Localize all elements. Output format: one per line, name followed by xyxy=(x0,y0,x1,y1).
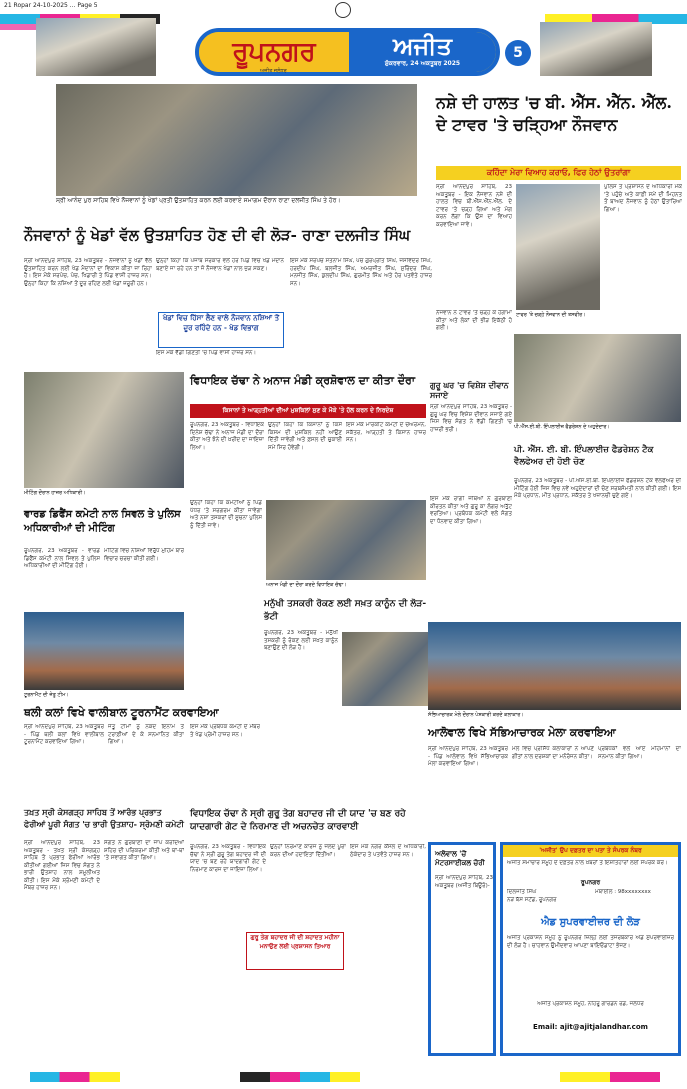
drug-headline: ਮਨੁੱਖੀ ਤਸਕਰੀ ਰੋਕਣ ਲਈ ਸਖ਼ਤ ਕਾਨੂੰਨ ਦੀ ਲੋੜ- ਭੱਟੀ xyxy=(264,599,427,622)
tower-caption: ਟਾਵਰ 'ਤੇ ਚੜ੍ਹੇ ਨੌਜਵਾਨ ਦੀ ਤਸਵੀਰ। xyxy=(516,312,586,318)
meeting-caption: ਮੀਟਿੰਗ ਦੌਰਾਨ ਹਾਜ਼ਰ ਅਧਿਕਾਰੀ। xyxy=(24,490,86,496)
lead-body-col-3: ਇਸ ਮੌਕੇ ਸਰਪੰਚ ਸਤਨਾਮ ਸਿੰਘ, ਪੰਚ ਗੁਰਪ੍ਰੀਤ ਸਿੰਘ, ਜਸਵਿੰਦਰ ਸਿੰਘ, ਹਰਦੀਪ ਸਿੰਘ, ਬਲਜੀਤ ਸਿੰਘ, ਅਮਰਜੀਤ ਸਿੰਘ, ਸੁਰਿੰਦਰ ਸਿੰਘ, ਮਨਜੀਤ ਸਿੰਘ, ਕੁਲਦੀਪ ਸਿੰਘ, ਗੁਰਮੀਤ ਸਿੰਘ ਅਤੇ ਹੋਰ ਪਤਵੰਤੇ ਹਾਜ਼ਰ ਸਨ। xyxy=(290,258,432,287)
ad-email: Email: ajit@ajitjalandhar.com xyxy=(533,1023,648,1031)
gate-body-col-2: ਉਨ੍ਹਾਂ ਨਿਰਮਾਣ ਕਾਰਜ ਨੂੰ ਜਲਦ ਪੂਰਾ ਕਰਨ ਦੀਆਂ ਹਦਾਇਤਾਂ ਦਿੱਤੀਆਂ। xyxy=(270,844,346,858)
culture-body-col-2: ਮੇਲੇ ਵਿਚ ਪ੍ਰਸਿੱਧ ਕਲਾਕਾਰਾਂ ਨੇ ਆਪਣੇ ਗੀਤਾਂ ਨਾਲ ਦਰਸ਼ਕਾਂ ਦਾ ਮਨੋਰੰਜਨ ਕੀਤਾ। xyxy=(512,746,594,760)
tower-subhead: ਕਹਿੰਦਾ ਮੇਰਾ ਵਿਆਹ ਕਰਾਓ, ਫਿਰ ਹੇਠਾਂ ਉਤਰਾਂਗਾ xyxy=(436,166,681,180)
ad-intro: ਅਜੀਤ ਸਮਾਚਾਰ ਸਮੂਹ ਦੇ ਦਫ਼ਤਰ ਨਾਲ ਖ਼ਬਰਾਂ ਤੇ ਇਸ਼ਤਿਹਾਰਾਂ ਲਈ ਸੰਪਰਕ ਕਰੋ। xyxy=(507,860,668,866)
culture-caption: ਸੱਭਿਆਚਾਰਕ ਮੇਲੇ ਦੌਰਾਨ ਪੇਸ਼ਕਾਰੀ ਕਰਦੇ ਕਲਾਕਾਰ। xyxy=(428,712,524,718)
masthead xyxy=(195,28,500,76)
ad-box xyxy=(500,842,681,1056)
page-number: 5 xyxy=(505,40,531,66)
mandi-body-col-3: ਇਸ ਮੌਕੇ ਮਾਰਕੀਟ ਕਮੇਟੀ ਦੇ ਚੇਅਰਮੈਨ, ਸਕੱਤਰ, ਆੜ੍ਹਤੀ ਤੇ ਕਿਸਾਨ ਹਾਜ਼ਰ ਸਨ। xyxy=(346,422,426,443)
pseb-body: ਰੂਪਨਗਰ, 23 ਅਕਤੂਬਰ - ਪੀ.ਐੱਸ.ਈ.ਬੀ. ਇੰਪਲਾਈਜ਼ ਫੈਡਰੇਸ਼ਨ ਟੈਕ ਵੈਲਫੇਅਰ ਦੀ ਮੀਟਿੰਗ ਹੋਈ ਜਿਸ ਵਿਚ ਨਵੇਂ ਅਹੁਦੇਦਾਰਾਂ ਦੀ ਚੋਣ ਸਰਬਸੰਮਤੀ ਨਾਲ ਕੀਤੀ ਗਈ। ਇਸ ਮੌਕੇ ਪ੍ਰਧਾਨ, ਮੀਤ ਪ੍ਰਧਾਨ, ਸਕੱਤਰ ਤੇ ਖਜ਼ਾਨਚੀ ਚੁਣੇ ਗਏ। xyxy=(514,478,681,499)
theft-title: ਅਲੋਵਾਲ 'ਚੋਂ ਮੋਟਰਸਾਈਕਲ ਚੋਰੀ xyxy=(435,849,485,867)
volley-body-col-2: ਜੇਤੂ ਟੀਮਾਂ ਨੂੰ ਨਕਦ ਇਨਾਮ ਤੇ ਟਰਾਫ਼ੀਆਂ ਦੇ ਕੇ ਸਨਮਾਨਿਤ ਕੀਤਾ ਗਿਆ। xyxy=(108,724,184,745)
prabhat-body-col-1: ਸ੍ਰੀ ਆਨੰਦਪੁਰ ਸਾਹਿਬ, 23 ਅਕਤੂਬਰ - ਤਖ਼ਤ ਸ੍ਰੀ ਕੇਸਗੜ੍ਹ ਸਾਹਿਬ ਤੋਂ ਪ੍ਰਭਾਤ ਫੇਰੀਆਂ ਆਰੰਭ ਕੀਤੀਆਂ ਗਈਆਂ ਜਿਸ ਵਿਚ ਸੰਗਤ ਨੇ ਭਾਰੀ ਉਤਸ਼ਾਹ ਨਾਲ ਸ਼ਮੂਲੀਅਤ ਕੀਤੀ। ਇਸ ਮੌਕੇ ਸ਼੍ਰੋਮਣੀ ਕਮੇਟੀ ਦੇ ਮੈਂਬਰ ਹਾਜ਼ਰ ਸਨ। xyxy=(24,840,100,891)
prabhat-headline: ਤਖ਼ਤ ਸ੍ਰੀ ਕੇਸਗੜ੍ਹ ਸਾਹਿਬ ਤੋਂ ਆਰੰਭ ਪ੍ਰਭਾਤ ਫੇਰੀਆਂ ਪੂਰੀ ਸੰਗਤ 'ਚ ਭਾਰੀ ਉਤਸ਼ਾਹ- ਸ੍ਰੋਮਣੀ ਕਮੇਟੀ xyxy=(24,807,184,829)
volley-body-col-1: ਸ੍ਰੀ ਆਨੰਦਪੁਰ ਸਾਹਿਬ, 23 ਅਕਤੂਬਰ - ਪਿੰਡ ਥਲੀ ਕਲਾਂ ਵਿਖੇ ਵਾਲੀਬਾਲ ਟੂਰਨਾਮੈਂਟ ਕਰਵਾਇਆ ਗਿਆ। xyxy=(24,724,104,745)
ad-left1: ਦਿਲਜੀਤ ਸਿੰਘ xyxy=(507,889,537,895)
print-slug: 21 Ropar 24-10-2025 ... Page 5 xyxy=(4,2,98,9)
gurudwara-head: ਗੁਰੂ ਘਰ 'ਚ ਵਿਸ਼ੇਸ਼ ਦੀਵਾਨ ਸਜਾਏ xyxy=(430,380,509,400)
lead-body-col-1: ਸ੍ਰੀ ਆਨੰਦਪੁਰ ਸਾਹਿਬ, 23 ਅਕਤੂਬਰ - ਨੌਜਵਾਨਾਂ ਨੂੰ ਖੇਡਾਂ ਵੱਲ ਉਤਸ਼ਾਹਿਤ ਕਰਨ ਲਈ ਖੇਡ ਮੈਦਾਨਾਂ ਦਾ ਵਿਕਾਸ ਕੀਤਾ ਜਾ ਰਿਹਾ ਹੈ। ਇਸ ਮੌਕੇ ਸਰਪੰਚ, ਪੰਚ, ਖਿਡਾਰੀ ਤੇ ਪਿੰਡ ਵਾਸੀ ਹਾਜ਼ਰ ਸਨ। ਉਨ੍ਹਾਂ ਕਿਹਾ ਕਿ ਨਸ਼ਿਆਂ ਤੋਂ ਦੂਰ ਰਹਿਣ ਲਈ ਖੇਡਾਂ ਜ਼ਰੂਰੀ ਹਨ। xyxy=(24,258,152,287)
ward-body-col-2: ਮੀਟਿੰਗ ਵਿਚ ਨਸ਼ਿਆਂ ਵਿਰੁੱਧ ਮੁਹਿੰਮ ਬਾਰੇ ਵਿਚਾਰ ਚਰਚਾ ਕੀਤੀ ਗਈ। xyxy=(104,548,184,562)
ad-contact: ਅਜੀਤ ਪ੍ਰਕਾਸ਼ਨ ਸਮੂਹ, ਨਹਿਰੂ ਗਾਰਡਨ ਰੋਡ, ਜਲੰਧਰ xyxy=(537,1001,644,1007)
registration-mark xyxy=(335,2,351,18)
tower-headline: ਨਸ਼ੇ ਦੀ ਹਾਲਤ 'ਚ ਬੀ. ਐੱਸ. ਐੱਨ. ਐੱਲ. ਦੇ ਟਾਵਰ 'ਤੇ ਚੜ੍ਹਿਆ ਨੌਜਵਾਨ xyxy=(436,93,672,134)
gurudwara-body: ਸ੍ਰੀ ਆਨੰਦਪੁਰ ਸਾਹਿਬ, 23 ਅਕਤੂਬਰ - ਗੁਰੂ ਘਰ ਵਿਚ ਵਿਸ਼ੇਸ਼ ਦੀਵਾਨ ਸਜਾਏ ਗਏ ਜਿਸ ਵਿਚ ਸੰਗਤ ਨੇ ਵੱਡੀ ਗਿਣਤੀ 'ਚ ਹਾਜ਼ਰੀ ਭਰੀ। xyxy=(430,404,512,433)
ad-body: ਅਜੀਤ ਪ੍ਰਕਾਸ਼ਨ ਸਮੂਹ ਨੂੰ ਰੂਪਨਗਰ ਜ਼ਿਲ੍ਹੇ ਲਈ ਤਜਰਬੇਕਾਰ ਐਡ ਸੁਪਰਵਾਈਜ਼ਰ ਦੀ ਲੋੜ ਹੈ। ਚਾਹਵਾਨ ਉਮੀਦਵਾਰ ਆਪਣਾ ਬਾਇਓਡਾਟਾ ਭੇਜਣ। xyxy=(507,935,674,949)
color-bar-bottom xyxy=(240,1072,360,1082)
tower-body-col-1b: ਨੌਜਵਾਨ ਨੇ ਟਾਵਰ 'ਤੇ ਚੜ੍ਹ ਕੇ ਹੰਗਾਮਾ ਕੀਤਾ ਅਤੇ ਲੋਕਾਂ ਦੀ ਭੀੜ ਇਕੱਠੀ ਹੋ ਗਈ। xyxy=(436,310,512,331)
prabhat-body-col-2: ਸੰਗਤ ਨੇ ਗੁਰਬਾਣੀ ਦਾ ਜਾਪ ਕਰਦਿਆਂ ਸ਼ਹਿਰ ਦੀ ਪਰਿਕਰਮਾ ਕੀਤੀ ਅਤੇ ਥਾਂ-ਥਾਂ 'ਤੇ ਸਵਾਗਤ ਕੀਤਾ ਗਿਆ। xyxy=(104,840,184,861)
pseb-photo xyxy=(514,334,681,422)
lead-photo-caption: ਸ੍ਰੀ ਆਨੰਦ ਪੁਰ ਸਾਹਿਬ ਵਿਖੇ ਨੌਜਵਾਨਾਂ ਨੂੰ ਖੇਡਾਂ ਪ੍ਰਤੀ ਉਤਸ਼ਾਹਿਤ ਕਰਨ ਲਈ ਕਰਵਾਏ ਸਮਾਗਮ ਦੌਰਾਨ ਰਾਣਾ ਦਲਜੀਤ ਸਿੰਘ ਤੇ ਹੋਰ। xyxy=(56,197,341,204)
mandi-body-col-1: ਰੂਪਨਗਰ, 23 ਅਕਤੂਬਰ - ਵਿਧਾਇਕ ਦਿਨੇਸ਼ ਚੱਢਾ ਨੇ ਅਨਾਜ ਮੰਡੀ ਦਾ ਦੌਰਾ ਕੀਤਾ ਅਤੇ ਝੋਨੇ ਦੀ ਖ਼ਰੀਦ ਦਾ ਜਾਇਜ਼ਾ ਲਿਆ। xyxy=(190,422,264,451)
ad-label: ਰੂਪਨਗਰ xyxy=(580,879,601,886)
gate-headline: ਵਿਧਾਇਕ ਚੱਢਾ ਨੇ ਸ੍ਰੀ ਗੁਰੂ ਤੇਗ ਬਹਾਦਰ ਜੀ ਦੀ ਯਾਦ 'ਚ ਬਣ ਰਹੇ ਯਾਦਗਾਰੀ ਗੇਟ ਦੇ ਨਿਰਮਾਣ ਦੀ ਅਚਨਚੇਤ ਕਾਰਵਾਈ xyxy=(190,809,406,832)
ward-body-col-mid: ਉਨ੍ਹਾਂ ਕਿਹਾ ਕਿ ਕਮੇਟੀਆਂ ਨੂੰ ਪਿੰਡ ਪੱਧਰ 'ਤੇ ਸਰਗਰਮ ਕੀਤਾ ਜਾਵੇਗਾ ਅਤੇ ਨਸ਼ਾ ਤਸਕਰਾਂ ਦੀ ਸੂਚਨਾ ਪੁਲਿਸ ਨੂੰ ਦਿੱਤੀ ਜਾਵੇ। xyxy=(190,500,262,529)
lead-pullquote: ਖੇਡਾਂ ਵਿਚ ਹਿੱਸਾ ਲੈਣ ਵਾਲੇ ਨੌਜਵਾਨ ਨਸ਼ਿਆਂ ਤੋਂ ਦੂਰ ਰਹਿੰਦੇ ਹਨ - ਖੇਡ ਵਿਭਾਗ xyxy=(158,312,284,348)
tower-photo xyxy=(516,184,600,310)
ad-right1: ਮੋਬਾਈਲ : 98xxxxxxxx xyxy=(595,889,651,895)
lead-photo xyxy=(56,84,417,196)
mandi-redbar: ਕਿਸਾਨਾਂ ਤੇ ਆੜ੍ਹਤੀਆਂ ਦੀਆਂ ਮੁਸ਼ਕਿਲਾਂ ਸੁਣ ਕੇ ਮੌਕੇ 'ਤੇ ਹੱਲ ਕਰਨ ਦੇ ਨਿਰਦੇਸ਼ xyxy=(190,404,426,418)
ad-left2: ਨੇੜੇ ਬੱਸ ਸਟੈਂਡ, ਰੂਪਨਗਰ xyxy=(507,897,557,903)
pseb-headline: ਪੀ. ਐੱਸ. ਈ. ਬੀ. ਇੰਪਲਾਈਜ਼ ਫੈਡਰੇਸ਼ਨ ਟੈਕ ਵੈਲਫੇਅਰ ਦੀ ਹੋਈ ਚੋਣ xyxy=(514,445,654,467)
masthead-sub: ਅਜੀਤ ਜਲੰਧਰ xyxy=(260,68,287,74)
volley-body-col-3: ਇਸ ਮੌਕੇ ਪ੍ਰਬੰਧਕ ਕਮੇਟੀ ਦੇ ਮੈਂਬਰ ਤੇ ਖੇਡ ਪ੍ਰੇਮੀ ਹਾਜ਼ਰ ਸਨ। xyxy=(190,724,260,738)
building-photo-left xyxy=(36,18,156,76)
ad-banner: ਐਡ ਸੁਪਰਵਾਈਜ਼ਰ ਦੀ ਲੋੜ xyxy=(541,917,640,928)
color-bar-bottom xyxy=(560,1072,660,1082)
mandi-caption: ਅਨਾਜ ਮੰਡੀ ਦਾ ਦੌਰਾ ਕਰਦੇ ਵਿਧਾਇਕ ਚੱਢਾ। xyxy=(266,582,347,588)
pseb-caption: ਪੀ.ਐੱਸ.ਈ.ਬੀ. ਇੰਪਲਾਈਜ਼ ਫੈਡਰੇਸ਼ਨ ਦੇ ਅਹੁਦੇਦਾਰ। xyxy=(514,424,610,430)
tower-body-col-1: ਸ੍ਰੀ ਆਨੰਦਪੁਰ ਸਾਹਿਬ, 23 ਅਕਤੂਬਰ - ਇਕ ਨੌਜਵਾਨ ਨਸ਼ੇ ਦੀ ਹਾਲਤ ਵਿਚ ਬੀ.ਐੱਸ.ਐੱਨ.ਐੱਲ. ਦੇ ਟਾਵਰ 'ਤੇ ਚੜ੍ਹ ਗਿਆ ਅਤੇ ਮੰਗ ਕਰਨ ਲੱਗਾ ਕਿ ਉਸ ਦਾ ਵਿਆਹ ਕਰਵਾਇਆ ਜਾਵੇ। xyxy=(436,184,512,228)
culture-headline: ਆਲੋਵਾਲ ਵਿਖੇ ਸੱਭਿਆਚਾਰਕ ਮੇਲਾ ਕਰਵਾਇਆ xyxy=(428,726,616,739)
masthead-date: ਸ਼ੁੱਕਰਵਾਰ, 24 ਅਕਤੂਬਰ 2025 xyxy=(384,60,461,67)
gate-body-col-1: ਰੂਪਨਗਰ, 23 ਅਕਤੂਬਰ - ਵਿਧਾਇਕ ਚੱਢਾ ਨੇ ਸ੍ਰੀ ਗੁਰੂ ਤੇਗ ਬਹਾਦਰ ਜੀ ਦੀ ਯਾਦ 'ਚ ਬਣ ਰਹੇ ਯਾਦਗਾਰੀ ਗੇਟ ਦੇ ਨਿਰਮਾਣ ਕਾਰਜ ਦਾ ਜਾਇਜ਼ਾ ਲਿਆ। xyxy=(190,844,266,873)
culture-photo xyxy=(428,622,681,710)
gate-box: ਗੁਰੂ ਤੇਗ ਬਹਾਦਰ ਜੀ ਦੀ ਸ਼ਹਾਦਤ ਮਹੀਨਾ ਮਨਾਉਣ ਲਈ ਪ੍ਰਸ਼ਾਸਨ ਤਿਆਰ xyxy=(246,932,344,970)
drug-body: ਰੂਪਨਗਰ, 23 ਅਕਤੂਬਰ - ਮਨੁੱਖੀ ਤਸਕਰੀ ਨੂੰ ਰੋਕਣ ਲਈ ਸਖ਼ਤ ਕਾਨੂੰਨ ਬਣਾਉਣ ਦੀ ਲੋੜ ਹੈ। xyxy=(264,630,338,651)
ward-body-col-1: ਰੂਪਨਗਰ, 23 ਅਕਤੂਬਰ - ਵਾਰਡ ਡਿਫੈਂਸ ਕਮੇਟੀ ਨਾਲ ਸਿਵਲ ਤੇ ਪੁਲਿਸ ਅਧਿਕਾਰੀਆਂ ਦੀ ਮੀਟਿੰਗ ਹੋਈ। xyxy=(24,548,100,569)
tower-body-col-3: ਪੁਲਿਸ ਤੇ ਪ੍ਰਸ਼ਾਸਨ ਦੇ ਅਧਿਕਾਰੀ ਮੌਕੇ 'ਤੇ ਪਹੁੰਚੇ ਅਤੇ ਕਾਫ਼ੀ ਸਮੇਂ ਦੀ ਮਿਹਨਤ ਤੋਂ ਬਾਅਦ ਨੌਜਵਾਨ ਨੂੰ ਹੇਠਾਂ ਉਤਾਰਿਆ ਗਿਆ। xyxy=(604,184,682,213)
volley-headline: ਥਲੀ ਕਲਾਂ ਵਿਖੇ ਵਾਲੀਬਾਲ ਟੂਰਨਾਮੈਂਟ ਕਰਵਾਇਆ xyxy=(24,706,219,719)
culture-body-col-3: ਪ੍ਰਬੰਧਕਾਂ ਵਲੋਂ ਆਏ ਮਹਿਮਾਨਾਂ ਦਾ ਸਨਮਾਨ ਕੀਤਾ ਗਿਆ। xyxy=(598,746,681,760)
volley-photo xyxy=(24,612,184,690)
theft-box xyxy=(428,842,496,1056)
masthead-city: ਰੂਪਨਗਰ xyxy=(199,32,349,72)
lead-headline: ਨੌਜਵਾਨਾਂ ਨੂੰ ਖੇਡਾਂ ਵੱਲ ਉਤਸ਼ਾਹਿਤ ਹੋਣ ਦੀ ਵੀ ਲੋੜ- ਰਾਣਾ ਦਲਜੀਤ ਸਿੰਘ xyxy=(24,226,411,244)
mandi-photo xyxy=(266,500,426,580)
volley-caption: ਟੂਰਨਾਮੈਂਟ ਦੀ ਜੇਤੂ ਟੀਮ। xyxy=(24,692,69,698)
meeting-photo xyxy=(24,372,184,488)
color-bar-bottom xyxy=(30,1072,120,1082)
mandi-body-col-2: ਉਨ੍ਹਾਂ ਕਿਹਾ ਕਿ ਕਿਸਾਨਾਂ ਨੂੰ ਕਿਸੇ ਕਿਸਮ ਦੀ ਮੁਸ਼ਕਿਲ ਨਹੀਂ ਆਉਣ ਦਿੱਤੀ ਜਾਵੇਗੀ ਅਤੇ ਫ਼ਸਲ ਦੀ ਚੁਕਾਈ ਸਮੇਂ ਸਿਰ ਹੋਵੇਗੀ। xyxy=(268,422,342,451)
gate-body-col-3: ਇਸ ਮੌਕੇ ਨਗਰ ਕੌਂਸਲ ਦੇ ਅਧਿਕਾਰੀ, ਠੇਕੇਦਾਰ ਤੇ ਪਤਵੰਤੇ ਹਾਜ਼ਰ ਸਨ। xyxy=(350,844,426,858)
ad-header: 'ਅਜੀਤ' ਉਪ ਦਫ਼ਤਰ ਦਾ ਪਤਾ ਤੇ ਸੰਪਰਕ ਨੰਬਰ xyxy=(503,845,678,857)
lead-body-col-2b: ਇਸ ਮੌਕੇ ਵੱਡੀ ਗਿਣਤੀ 'ਚ ਪਿੰਡ ਵਾਸੀ ਹਾਜ਼ਰ ਸਨ। xyxy=(156,350,257,356)
masthead-paper: ਅਜੀਤ xyxy=(393,30,452,60)
culture-body-col-1: ਸ੍ਰੀ ਆਨੰਦਪੁਰ ਸਾਹਿਬ, 23 ਅਕਤੂਬਰ - ਪਿੰਡ ਆਲੋਵਾਲ ਵਿਖੇ ਸੱਭਿਆਚਾਰਕ ਮੇਲਾ ਕਰਵਾਇਆ ਗਿਆ। xyxy=(428,746,508,767)
theft-body: ਸ੍ਰੀ ਆਨੰਦਪੁਰ ਸਾਹਿਬ, 23 ਅਕਤੂਬਰ (ਅਜੀਤ ਬਿਊਰੋ)- xyxy=(435,875,493,889)
lead-body-col-2: ਉਨ੍ਹਾਂ ਕਿਹਾ ਕਿ ਪੰਜਾਬ ਸਰਕਾਰ ਵਲੋਂ ਹਰ ਪਿੰਡ ਵਿਚ ਖੇਡ ਮੈਦਾਨ ਬਣਾਏ ਜਾ ਰਹੇ ਹਨ ਤਾਂ ਜੋ ਨੌਜਵਾਨ ਖੇਡਾਂ ਨਾਲ ਜੁੜ ਸਕਣ। xyxy=(156,258,284,272)
building-photo-right xyxy=(540,22,652,76)
gurudwara-body-2: ਇਸ ਮੌਕੇ ਰਾਗੀ ਜਥਿਆਂ ਨੇ ਗੁਰਬਾਣੀ ਕੀਰਤਨ ਕੀਤਾ ਅਤੇ ਗੁਰੂ ਕਾ ਲੰਗਰ ਅਤੁੱਟ ਵਰਤਿਆ। ਪ੍ਰਬੰਧਕ ਕਮੇਟੀ ਵਲੋਂ ਸੰਗਤ ਦਾ ਧੰਨਵਾਦ ਕੀਤਾ ਗਿਆ। xyxy=(430,496,512,525)
ward-headline: ਵਾਰਡ ਡਿਫੈਂਸ ਕਮੇਟੀ ਨਾਲ ਸਿਵਲ ਤੇ ਪੁਲਿਸ ਅਧਿਕਾਰੀਆਂ ਦੀ ਮੀਟਿੰਗ xyxy=(24,509,181,534)
drug-photo xyxy=(342,632,428,706)
mandi-headline: ਵਿਧਾਇਕ ਚੱਢਾ ਨੇ ਅਨਾਜ ਮੰਡੀ ਕ੍ਰਸ਼ੋਵਾਲ ਦਾ ਕੀਤਾ ਦੌਰਾ xyxy=(190,374,415,387)
